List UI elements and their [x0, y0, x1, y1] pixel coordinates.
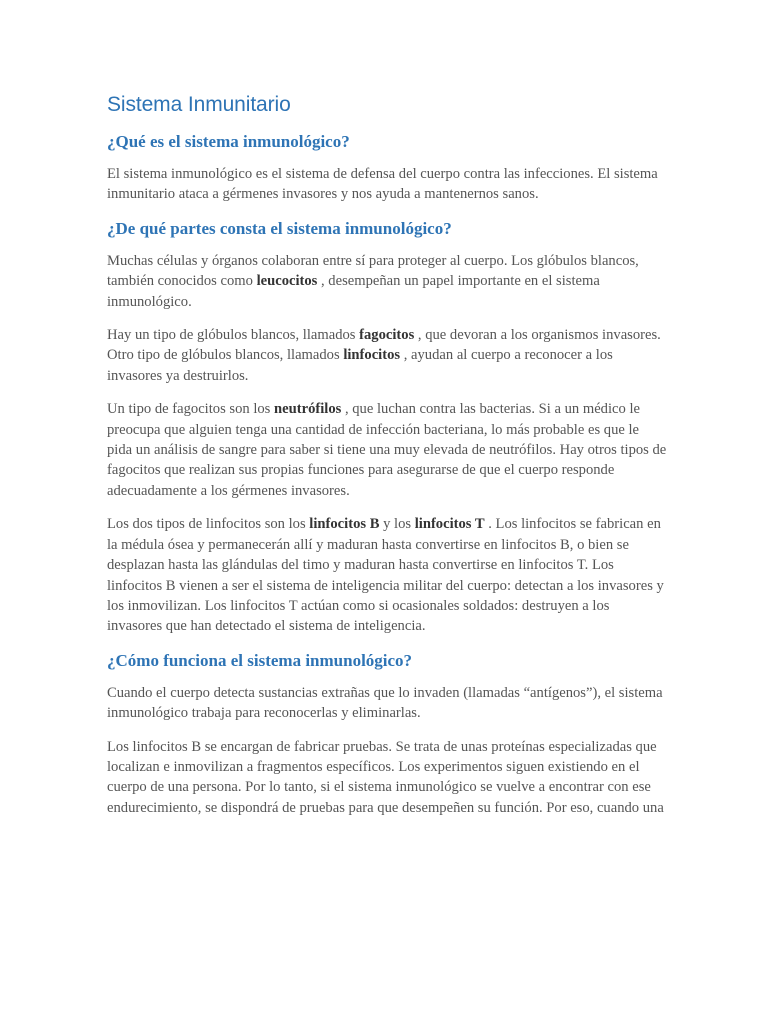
text-run: , desempeñan un papel importante en el sistema inmunológico.	[107, 273, 600, 310]
section-heading: ¿Qué es el sistema inmunológico?	[107, 132, 350, 151]
section-heading: ¿De qué partes consta el sistema inmunológico?	[107, 218, 452, 238]
document-body	[107, 131, 667, 818]
document-page	[107, 88, 667, 831]
paragraph	[107, 251, 667, 312]
section-heading: ¿Cómo funciona el sistema inmunológico?	[107, 650, 413, 670]
text-run: Los dos tipos de linfocitos son los	[107, 516, 310, 533]
bold-term: linfocitos T	[414, 516, 485, 533]
bold-term: leucocitos	[256, 273, 318, 290]
text-run: , que devoran a los organismos invasores. Otro tipo de glóbulos blancos, llamados	[107, 327, 661, 364]
bold-term: fagocitos	[359, 327, 415, 344]
paragraph	[107, 683, 667, 724]
paragraph	[107, 164, 667, 205]
bold-term: linfocitos	[343, 347, 401, 364]
bold-term: neutrófilos	[274, 401, 342, 418]
bold-term: linfocitos B	[309, 516, 380, 533]
text-run: , ayudan al cuerpo a reconocer a los invasores ya destruirlos.	[107, 347, 613, 384]
paragraph	[107, 399, 667, 501]
text-run: Cuando el cuerpo detecta sustancias extrañas que lo invaden (llamadas “antígenos”), el sistema inmunológico trabaja para reconocerlas y eliminarlas.	[107, 684, 663, 722]
text-run: . Los linfocitos se fabrican en la médula ósea y permanecerán allí y maduran hasta convertirse en linfocitos B, o bien se desplazan hasta las glándulas del timo y maduran hasta convertirse en linfocitos T. Los linfocitos B vienen a ser el sistema de inteligencia militar del cuerpo: detectan a los invasores y los inmovilizan. Los linfocitos T actúan como si ocasionales soldados: destruyen a los invasores que han detectado el sistema de inteligencia.	[107, 516, 664, 635]
paragraph	[107, 737, 667, 819]
text-run: , que luchan contra las bacterias. Si a un médico le preocupa que alguien tenga una cantidad de infección bacteriana, lo más probable es que le pida un análisis de sangre para saber si tiene una muy elevada de neutrófilos. Hay otros tipos de fagocitos que realizan sus propias funciones para asegurarse de que el cuerpo responde adecuadamente a los gérmenes invasores.	[107, 401, 667, 499]
text-run: Un tipo de fagocitos son los	[107, 401, 275, 418]
paragraph	[107, 514, 667, 636]
text-run: El sistema inmunológico es el sistema de defensa del cuerpo contra las infecciones. El sistema inmunitario ataca a gérmenes invasores y nos ayuda a mantenernos sanos.	[107, 166, 658, 203]
text-run: Muchas células y órganos colaboran entre sí para proteger al cuerpo. Los glóbulos blancos, también conocidos como	[107, 252, 639, 290]
document-title: Sistema Inmunitario	[107, 93, 291, 116]
paragraph	[107, 325, 667, 386]
text-run: y los	[379, 516, 415, 533]
text-run: Los linfocitos B se encargan de fabricar pruebas. Se trata de unas proteínas especializadas que localizan e inmovilizan a fragmentos específicos. Los experimentos siguen existiendo en el cuerpo de una persona. Por lo tanto, si el sistema inmunológico se vuelve a encontrar con ese endurecimiento, se dispondrá de pruebas para que desempeñen su función. Por eso, cuando una	[107, 738, 664, 816]
text-run: Hay un tipo de glóbulos blancos, llamados	[107, 327, 360, 344]
